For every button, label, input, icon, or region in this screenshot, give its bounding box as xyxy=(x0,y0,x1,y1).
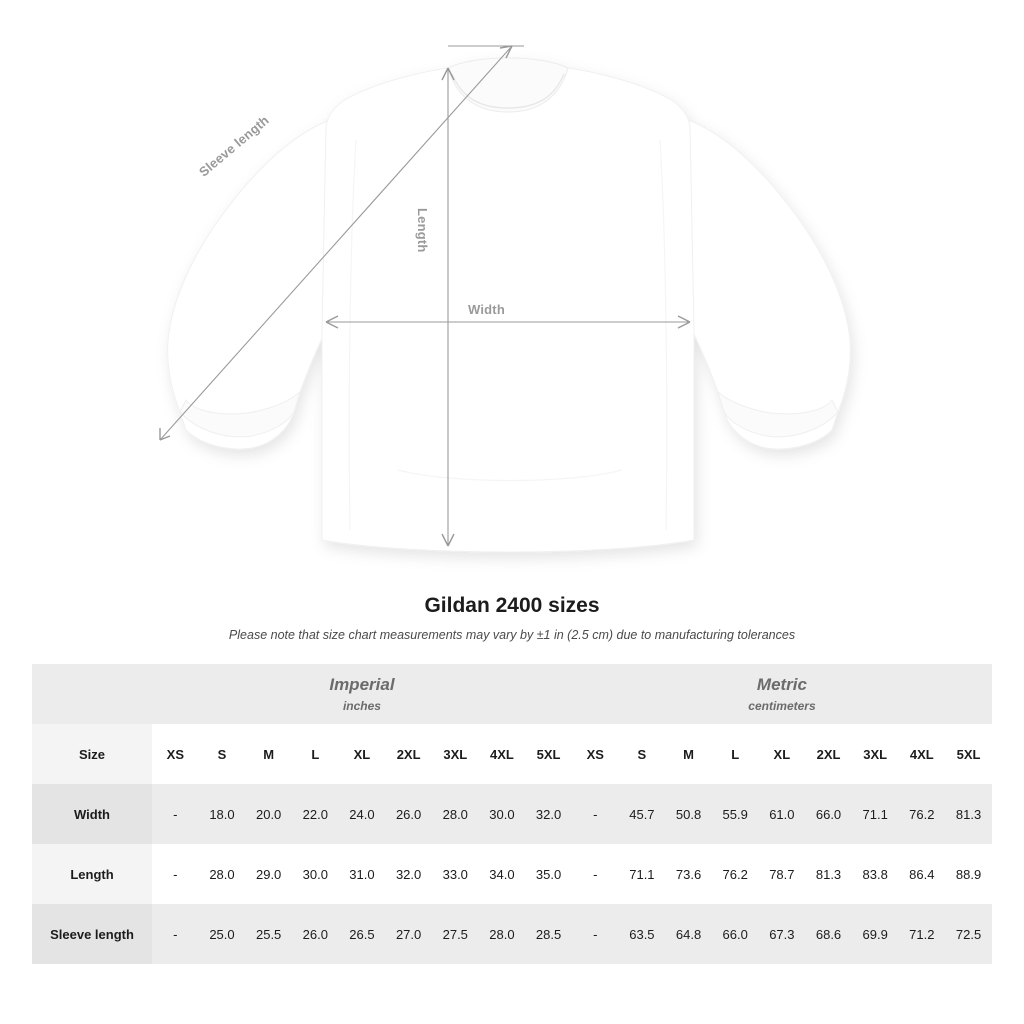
title-block xyxy=(0,594,1024,642)
cell-length-imperial-xs: - xyxy=(152,844,199,904)
unit-row-corner xyxy=(32,664,152,724)
tolerance-note: Please note that size chart measurements may vary by ±1 in (2.5 cm) due to manufacturing tolerances xyxy=(228,628,796,642)
cell-width-imperial-l: 22.0 xyxy=(292,784,339,844)
cell-sleeve-imperial-s: 25.0 xyxy=(199,904,246,964)
cell-width-imperial-2xl: 26.0 xyxy=(385,784,432,844)
cell-length-imperial-2xl: 32.0 xyxy=(385,844,432,904)
header-metric-l: L xyxy=(712,724,759,784)
cell-length-metric-s: 71.1 xyxy=(619,844,666,904)
header-metric-s: S xyxy=(619,724,666,784)
cell-sleeve-imperial-m: 25.5 xyxy=(245,904,292,964)
header-imperial-2xl: 2XL xyxy=(385,724,432,784)
metric-unit-name: Metric xyxy=(756,675,807,694)
header-imperial-xs: XS xyxy=(152,724,199,784)
cell-sleeve-imperial-5xl: 28.5 xyxy=(525,904,572,964)
row-label-length: Length xyxy=(32,844,152,904)
header-imperial-5xl: 5XL xyxy=(525,724,572,784)
cell-width-metric-s: 45.7 xyxy=(619,784,666,844)
cell-sleeve-imperial-2xl: 27.0 xyxy=(385,904,432,964)
metric-unit-sub: centimeters xyxy=(748,699,816,713)
cell-length-imperial-l: 30.0 xyxy=(292,844,339,904)
cell-width-metric-2xl: 66.0 xyxy=(805,784,852,844)
header-metric-m: M xyxy=(665,724,712,784)
cell-sleeve-imperial-xl: 26.5 xyxy=(339,904,386,964)
cell-width-metric-xl: 61.0 xyxy=(759,784,806,844)
cell-length-imperial-3xl: 33.0 xyxy=(432,844,479,904)
cell-length-metric-2xl: 81.3 xyxy=(805,844,852,904)
cell-width-imperial-xs: - xyxy=(152,784,199,844)
header-imperial-xl: XL xyxy=(339,724,386,784)
cell-length-metric-4xl: 86.4 xyxy=(899,844,946,904)
cell-length-imperial-s: 28.0 xyxy=(199,844,246,904)
cell-length-metric-xs: - xyxy=(572,844,619,904)
header-metric-xl: XL xyxy=(759,724,806,784)
cell-sleeve-imperial-4xl: 28.0 xyxy=(479,904,526,964)
cell-width-metric-3xl: 71.1 xyxy=(852,784,899,844)
size-header-row xyxy=(32,724,992,784)
size-table-container xyxy=(32,664,992,964)
cell-width-metric-l: 55.9 xyxy=(712,784,759,844)
cell-sleeve-metric-s: 63.5 xyxy=(619,904,666,964)
cell-length-imperial-5xl: 35.0 xyxy=(525,844,572,904)
cell-width-imperial-s: 18.0 xyxy=(199,784,246,844)
cell-length-metric-5xl: 88.9 xyxy=(945,844,992,904)
row-label-width: Width xyxy=(32,784,152,844)
cell-width-imperial-4xl: 30.0 xyxy=(479,784,526,844)
cell-length-metric-xl: 78.7 xyxy=(759,844,806,904)
cell-sleeve-metric-m: 64.8 xyxy=(665,904,712,964)
header-imperial-4xl: 4XL xyxy=(479,724,526,784)
metric-unit-header xyxy=(572,664,992,724)
length-dimension-label: Length xyxy=(415,208,430,253)
cell-sleeve-metric-5xl: 72.5 xyxy=(945,904,992,964)
width-dimension-label: Width xyxy=(468,302,505,317)
header-metric-4xl: 4XL xyxy=(899,724,946,784)
header-imperial-s: S xyxy=(199,724,246,784)
header-metric-3xl: 3XL xyxy=(852,724,899,784)
cell-width-metric-4xl: 76.2 xyxy=(899,784,946,844)
table-row xyxy=(32,904,992,964)
cell-width-imperial-m: 20.0 xyxy=(245,784,292,844)
cell-width-metric-xs: - xyxy=(572,784,619,844)
cell-sleeve-imperial-l: 26.0 xyxy=(292,904,339,964)
imperial-unit-header xyxy=(152,664,572,724)
table-row xyxy=(32,844,992,904)
table-row xyxy=(32,784,992,844)
cell-sleeve-imperial-3xl: 27.5 xyxy=(432,904,479,964)
cell-sleeve-metric-l: 66.0 xyxy=(712,904,759,964)
cell-width-imperial-xl: 24.0 xyxy=(339,784,386,844)
header-imperial-3xl: 3XL xyxy=(432,724,479,784)
header-metric-5xl: 5XL xyxy=(945,724,992,784)
header-metric-2xl: 2XL xyxy=(805,724,852,784)
cell-width-imperial-3xl: 28.0 xyxy=(432,784,479,844)
cell-sleeve-metric-xl: 67.3 xyxy=(759,904,806,964)
page-title: Gildan 2400 sizes xyxy=(424,594,600,617)
cell-width-imperial-5xl: 32.0 xyxy=(525,784,572,844)
cell-width-metric-5xl: 81.3 xyxy=(945,784,992,844)
cell-length-imperial-xl: 31.0 xyxy=(339,844,386,904)
header-imperial-m: M xyxy=(245,724,292,784)
cell-width-metric-m: 50.8 xyxy=(665,784,712,844)
cell-length-metric-l: 76.2 xyxy=(712,844,759,904)
cell-length-metric-3xl: 83.8 xyxy=(852,844,899,904)
size-header-label: Size xyxy=(32,724,152,784)
cell-sleeve-metric-3xl: 69.9 xyxy=(852,904,899,964)
cell-sleeve-imperial-xs: - xyxy=(152,904,199,964)
unit-header-row xyxy=(32,664,992,724)
imperial-unit-sub: inches xyxy=(342,699,381,713)
cell-sleeve-metric-4xl: 71.2 xyxy=(899,904,946,964)
size-table xyxy=(32,664,992,964)
cell-length-metric-m: 73.6 xyxy=(665,844,712,904)
cell-length-imperial-m: 29.0 xyxy=(245,844,292,904)
cell-sleeve-metric-xs: - xyxy=(572,904,619,964)
header-metric-xs: XS xyxy=(572,724,619,784)
imperial-unit-name: Imperial xyxy=(329,675,395,694)
cell-sleeve-metric-2xl: 68.6 xyxy=(805,904,852,964)
sleeve-length-dimension-label: Sleeve length xyxy=(196,112,272,180)
header-imperial-l: L xyxy=(292,724,339,784)
row-label-sleeve-length: Sleeve length xyxy=(32,904,152,964)
cell-length-imperial-4xl: 34.0 xyxy=(479,844,526,904)
